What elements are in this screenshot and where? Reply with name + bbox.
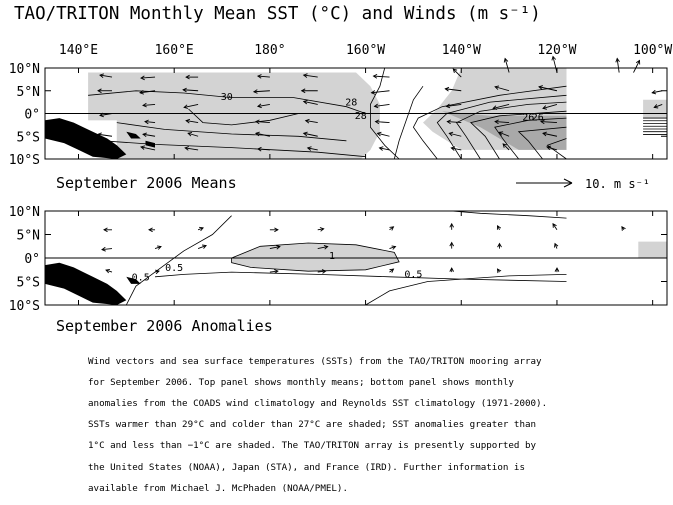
anomaly-contour-line	[366, 274, 567, 305]
caption-line: Wind vectors and sea surface temperatures (SSTs) from the TAO/TRITON mooring array	[88, 355, 542, 367]
contour-label: 30	[220, 91, 233, 103]
latitude-label: 10°S	[8, 153, 40, 168]
wind-vector	[373, 76, 389, 77]
latitude-label: 10°N	[8, 62, 40, 77]
longitude-label: 100°W	[633, 43, 673, 58]
latitude-label: 10°S	[8, 299, 40, 314]
anomalies-latitude-labels	[9, 205, 40, 314]
anomaly-shading	[232, 242, 667, 272]
latitude-label: 5°N	[16, 84, 40, 100]
longitude-label: 140°W	[441, 43, 481, 58]
caption-line: anomalies from the COADS wind climatology and Reynolds SST climatology (1971-2000).	[88, 397, 548, 409]
eastern-shading	[643, 100, 667, 118]
anomaly-contour-line	[452, 211, 567, 218]
sst-contour-line	[394, 86, 423, 159]
latitude-label: 5°S	[16, 275, 40, 291]
contour-label: 28	[345, 97, 358, 109]
contour-label: 1	[329, 250, 336, 262]
contour-label: 0.5	[165, 263, 184, 275]
figure-title: TAO/TRITON Monthly Mean SST (°C) and Winds (m s⁻¹)	[14, 4, 541, 24]
warm-pool-shading	[88, 73, 356, 160]
longitude-label: 120°W	[537, 43, 577, 58]
latitude-label: 5°S	[16, 130, 40, 146]
figure-caption	[88, 346, 668, 505]
anomaly-contour-line	[126, 216, 231, 305]
caption-line: for September 2006. Top panel shows monthly means; bottom panel shows monthly	[88, 376, 514, 388]
longitude-label: 180°	[254, 43, 286, 58]
caption-line: available from Michael J. McPhaden (NOAA/PMEL).	[88, 482, 348, 494]
longitude-axis-labels	[59, 43, 672, 58]
means-latitude-labels	[9, 62, 40, 168]
caption-line: 1°C and less than −1°C are shaded. The TAO/TRITON array is presently supported by	[88, 440, 537, 452]
contour-label: 28	[354, 110, 367, 122]
anomaly-shading-area	[232, 243, 400, 271]
latitude-label: 0°	[24, 107, 40, 123]
wind-reference-label: 10. m s⁻¹	[585, 177, 651, 191]
contour-label: 0.5	[131, 272, 150, 284]
latitude-label: 5°N	[16, 228, 40, 244]
caption-line: SSTs warmer than 29°C and colder than 27°C are shaded; SST anomalies greater than	[88, 419, 537, 431]
means-panel	[9, 57, 667, 169]
means-panel-title: September 2006 Means	[56, 174, 237, 192]
contour-label: 26	[531, 112, 544, 124]
anomalies-panel	[9, 205, 667, 314]
contour-label: 0.5	[404, 269, 423, 281]
contour-label: 26	[522, 112, 535, 124]
new-guinea-landmass	[45, 263, 141, 305]
landmass	[45, 263, 126, 305]
latitude-label: 10°N	[8, 205, 40, 220]
longitude-label: 160°E	[154, 43, 194, 58]
longitude-label: 140°E	[58, 43, 99, 58]
latitude-label: 0°	[24, 252, 40, 267]
caption-line: the United States (NOAA), Japan (STA), and France (IRD). Further information is	[88, 461, 525, 473]
anomalies-panel-ticks	[45, 211, 667, 305]
eastern-anomaly-shading	[638, 242, 667, 258]
longitude-label: 160°W	[345, 43, 386, 58]
anomalies-panel-title: September 2006 Anomalies	[56, 317, 273, 335]
wind-reference	[516, 177, 650, 191]
